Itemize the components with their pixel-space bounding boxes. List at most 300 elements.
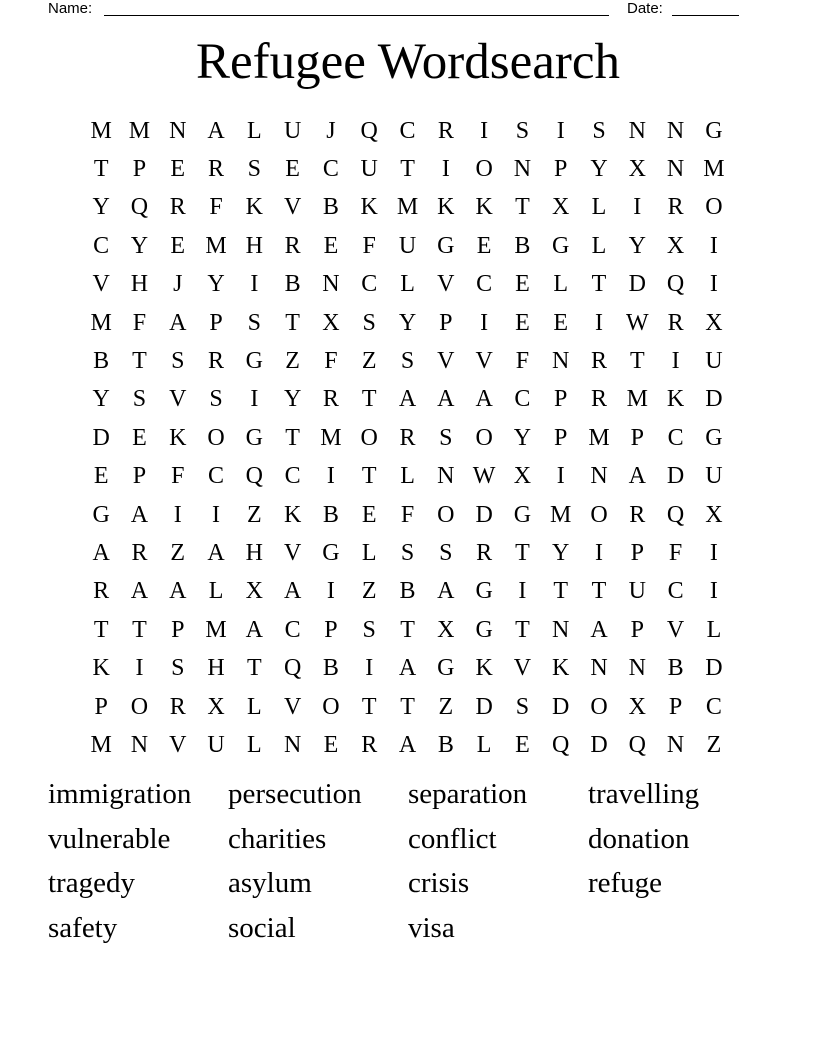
grid-letter: M xyxy=(588,424,610,451)
grid-letter: B xyxy=(322,655,339,682)
grid-letter: I xyxy=(518,578,527,605)
grid-letter: E xyxy=(170,232,186,259)
grid-letter: O xyxy=(705,194,723,221)
grid-letter: U xyxy=(705,463,723,490)
grid-letter: Y xyxy=(513,424,532,451)
grid-letter: T xyxy=(247,655,262,682)
grid-letter: I xyxy=(326,463,335,490)
word-list-item: tragedy xyxy=(48,867,135,900)
grid-letter: N xyxy=(666,731,685,758)
grid-letter: D xyxy=(552,693,570,720)
word-list-item: donation xyxy=(588,822,690,855)
grid-letter: P xyxy=(630,539,644,566)
grid-letter: A xyxy=(207,539,225,566)
grid-letter: R xyxy=(93,578,110,605)
grid-letter: H xyxy=(245,232,263,259)
grid-letter: C xyxy=(208,463,225,490)
grid-letter: B xyxy=(667,655,684,682)
grid-letter: A xyxy=(475,386,493,413)
grid-letter: K xyxy=(169,424,187,451)
grid-letter: E xyxy=(361,501,377,528)
grid-letter: Q xyxy=(552,731,570,758)
grid-letter: U xyxy=(705,348,723,375)
grid-letter: U xyxy=(283,117,302,144)
grid-letter: F xyxy=(209,194,223,221)
word-list-item: charities xyxy=(228,822,327,855)
grid-letter: X xyxy=(628,156,646,183)
grid-letter: T xyxy=(93,156,109,183)
grid-letter: A xyxy=(169,578,187,605)
grid-letter: O xyxy=(360,424,378,451)
grid-letter: L xyxy=(247,731,262,758)
grid-letter: I xyxy=(135,655,144,682)
grid-letter: I xyxy=(480,117,489,144)
grid-letter: L xyxy=(553,271,569,298)
grid-letter: E xyxy=(553,309,569,336)
grid-letter: A xyxy=(628,463,646,490)
word-list-item: social xyxy=(228,912,296,945)
letter-grid xyxy=(82,112,733,765)
word-list-item: refuge xyxy=(588,867,663,900)
grid-letter: I xyxy=(365,655,374,682)
grid-letter: H xyxy=(245,539,263,566)
grid-letter: Q xyxy=(130,194,149,221)
word-list-item: persecution xyxy=(228,778,362,810)
grid-letter: P xyxy=(324,616,338,643)
grid-letter: C xyxy=(667,424,684,451)
grid-letter: A xyxy=(207,117,225,144)
grid-letter: O xyxy=(475,424,493,451)
word-list-item: crisis xyxy=(408,867,470,900)
word-list-item: travelling xyxy=(588,778,700,810)
grid-letter: S xyxy=(362,309,376,336)
grid-letter: Z xyxy=(247,501,262,528)
word-list-item: vulnerable xyxy=(48,822,171,855)
grid-letter: B xyxy=(399,578,416,605)
grid-letter: G xyxy=(705,424,723,451)
grid-letter: Y xyxy=(628,232,646,259)
grid-letter: X xyxy=(207,693,225,720)
grid-letter: T xyxy=(515,194,530,221)
grid-letter: M xyxy=(90,731,112,758)
grid-letter: I xyxy=(250,386,259,413)
grid-letter: R xyxy=(667,309,684,336)
grid-letter: S xyxy=(362,616,376,643)
grid-letter: W xyxy=(472,463,496,490)
grid-letter: M xyxy=(90,309,112,336)
grid-letter: E xyxy=(170,156,186,183)
grid-letter: O xyxy=(590,501,608,528)
grid-letter: R xyxy=(169,693,186,720)
grid-letter: R xyxy=(322,386,339,413)
grid-letter: N xyxy=(590,655,608,682)
grid-letter: V xyxy=(437,271,455,298)
grid-letter: N xyxy=(130,731,149,758)
grid-letter: R xyxy=(169,194,186,221)
grid-letter: P xyxy=(439,309,453,336)
grid-letter: Q xyxy=(666,271,685,298)
grid-letter: V xyxy=(169,386,187,413)
grid-letter: G xyxy=(437,655,455,682)
grid-letter: T xyxy=(132,616,147,643)
date-blank-line xyxy=(672,15,739,16)
grid-letter: G xyxy=(322,539,340,566)
grid-letter: A xyxy=(245,616,263,643)
grid-letter: S xyxy=(209,386,223,413)
grid-letter: T xyxy=(591,271,607,298)
grid-letter: R xyxy=(399,424,416,451)
grid-letter: C xyxy=(284,463,301,490)
grid-letter: E xyxy=(93,463,109,490)
grid-letter: X xyxy=(322,309,340,336)
grid-letter: S xyxy=(171,655,185,682)
grid-letter: I xyxy=(709,539,718,566)
grid-letter: B xyxy=(322,194,339,221)
grid-letter: K xyxy=(92,655,110,682)
grid-letter: D xyxy=(475,501,493,528)
word-list-item: conflict xyxy=(408,822,497,855)
header xyxy=(48,0,748,20)
grid-letter: V xyxy=(169,731,187,758)
grid-letter: N xyxy=(322,271,340,298)
grid-letter: J xyxy=(173,271,183,298)
grid-letter: A xyxy=(92,539,110,566)
grid-letter: S xyxy=(400,348,415,375)
grid-letter: V xyxy=(666,616,685,643)
word-list xyxy=(48,778,768,957)
grid-letter: F xyxy=(515,348,530,375)
grid-letter: D xyxy=(628,271,646,298)
grid-letter: G xyxy=(552,232,570,259)
grid-letter: D xyxy=(590,731,608,758)
grid-letter: I xyxy=(326,578,335,605)
grid-letter: B xyxy=(437,731,454,758)
name-blank-line xyxy=(104,15,609,16)
grid-letter: Y xyxy=(92,194,110,221)
grid-letter: S xyxy=(592,117,606,144)
grid-letter: P xyxy=(630,616,644,643)
grid-letter: G xyxy=(705,117,723,144)
grid-letter: G xyxy=(513,501,532,528)
grid-letter: T xyxy=(285,424,300,451)
grid-letter: D xyxy=(666,463,685,490)
grid-letter: K xyxy=(245,194,263,221)
grid-letter: O xyxy=(475,156,493,183)
grid-letter: I xyxy=(671,348,680,375)
grid-letter: C xyxy=(322,156,339,183)
grid-letter: D xyxy=(475,693,493,720)
grid-letter: G xyxy=(437,232,455,259)
date-label: Date: xyxy=(627,0,663,17)
grid-letter: F xyxy=(400,501,415,528)
grid-letter: G xyxy=(475,616,493,643)
grid-letter: X xyxy=(705,309,723,336)
grid-letter: B xyxy=(514,232,531,259)
grid-letter: P xyxy=(554,386,568,413)
grid-letter: L xyxy=(591,232,607,259)
grid-letter: R xyxy=(131,539,148,566)
grid-letter: U xyxy=(398,232,417,259)
grid-letter: N xyxy=(628,655,646,682)
grid-letter: F xyxy=(324,348,338,375)
grid-letter: R xyxy=(208,348,225,375)
grid-letter: M xyxy=(205,616,227,643)
grid-letter: Y xyxy=(590,156,608,183)
grid-letter: H xyxy=(207,655,225,682)
grid-letter: P xyxy=(94,693,108,720)
grid-letter: F xyxy=(668,539,683,566)
grid-letter: C xyxy=(284,616,301,643)
grid-letter: Y xyxy=(552,539,570,566)
grid-letter: U xyxy=(207,731,225,758)
grid-letter: Z xyxy=(438,693,454,720)
grid-letter: E xyxy=(515,309,530,336)
grid-letter: M xyxy=(128,117,151,144)
grid-letter: C xyxy=(93,232,110,259)
grid-letter: N xyxy=(666,156,685,183)
grid-letter: Z xyxy=(285,348,300,375)
grid-letter: N xyxy=(552,348,570,375)
grid-letter: E xyxy=(132,424,147,451)
grid-letter: S xyxy=(439,539,453,566)
grid-letter: K xyxy=(360,194,378,221)
grid-letter: F xyxy=(132,309,147,336)
grid-letter: G xyxy=(92,501,110,528)
grid-letter: N xyxy=(283,731,302,758)
grid-letter: L xyxy=(591,194,607,221)
grid-letter: B xyxy=(284,271,301,298)
grid-letter: G xyxy=(245,424,263,451)
grid-letter: Q xyxy=(666,501,685,528)
word-list-item: asylum xyxy=(228,867,312,900)
grid-letter: S xyxy=(247,309,262,336)
grid-letter: A xyxy=(398,655,417,682)
grid-letter: T xyxy=(629,348,645,375)
grid-letter: R xyxy=(208,156,225,183)
grid-letter: F xyxy=(171,463,185,490)
grid-letter: C xyxy=(705,693,722,720)
grid-letter: I xyxy=(595,539,603,566)
grid-letter: M xyxy=(90,117,112,144)
grid-letter: Z xyxy=(361,348,377,375)
grid-letter: K xyxy=(666,386,685,413)
grid-letter: Y xyxy=(92,386,110,413)
grid-letter: T xyxy=(515,539,530,566)
grid-letter: D xyxy=(92,424,110,451)
grid-letter: R xyxy=(361,731,378,758)
grid-letter: M xyxy=(320,424,342,451)
word-list-item: visa xyxy=(408,912,455,945)
grid-letter: Y xyxy=(398,309,417,336)
grid-letter: O xyxy=(322,693,340,720)
grid-letter: V xyxy=(475,348,493,375)
grid-letter: C xyxy=(399,117,416,144)
grid-letter: N xyxy=(513,156,532,183)
grid-letter: R xyxy=(667,194,684,221)
grid-letter: A xyxy=(398,731,417,758)
grid-letter: A xyxy=(283,578,302,605)
grid-letter: Y xyxy=(207,271,225,298)
grid-letter: L xyxy=(247,693,262,720)
grid-letter: X xyxy=(628,693,646,720)
grid-letter: T xyxy=(132,348,147,375)
grid-letter: M xyxy=(703,156,725,183)
grid-letter: O xyxy=(130,693,149,720)
grid-letter: S xyxy=(515,693,530,720)
grid-letter: G xyxy=(245,348,263,375)
grid-letter: K xyxy=(283,501,302,528)
grid-letter: T xyxy=(400,156,415,183)
grid-letter: S xyxy=(400,539,415,566)
grid-letter: J xyxy=(326,117,336,144)
grid-letter: S xyxy=(247,156,262,183)
grid-letter: N xyxy=(437,463,455,490)
grid-letter: L xyxy=(208,578,224,605)
grid-letter: I xyxy=(556,463,565,490)
grid-letter: P xyxy=(132,156,147,183)
grid-letter: R xyxy=(476,539,493,566)
grid-letter: I xyxy=(633,194,642,221)
grid-letter: T xyxy=(400,616,415,643)
grid-letter: A xyxy=(437,386,455,413)
grid-letter: L xyxy=(361,539,377,566)
grid-letter: Y xyxy=(283,386,302,413)
grid-letter: O xyxy=(207,424,225,451)
grid-letter: Q xyxy=(283,655,302,682)
grid-letter: P xyxy=(554,156,568,183)
grid-letter: A xyxy=(398,386,417,413)
grid-letter: L xyxy=(476,731,492,758)
grid-letter: X xyxy=(245,578,263,605)
grid-letter: K xyxy=(552,655,570,682)
grid-letter: L xyxy=(706,616,722,643)
word-list-item: safety xyxy=(48,912,118,945)
grid-letter: I xyxy=(480,309,489,336)
grid-letter: I xyxy=(250,271,259,298)
grid-letter: N xyxy=(552,616,570,643)
grid-letter: X xyxy=(437,616,455,643)
grid-letter: U xyxy=(628,578,646,605)
grid-letter: R xyxy=(591,386,608,413)
grid-letter: N xyxy=(590,463,608,490)
grid-letter: C xyxy=(361,271,378,298)
grid-letter: V xyxy=(283,693,302,720)
grid-letter: Z xyxy=(170,539,186,566)
grid-letter: P xyxy=(554,424,568,451)
grid-letter: E xyxy=(476,232,492,259)
grid-letter: D xyxy=(705,655,723,682)
grid-letter: S xyxy=(515,117,530,144)
grid-letter: P xyxy=(132,463,147,490)
grid-letter: R xyxy=(591,348,608,375)
grid-letter: S xyxy=(439,424,453,451)
word-list-item: immigration xyxy=(48,778,192,810)
grid-letter: Q xyxy=(245,463,263,490)
page-title: Refugee Wordsearch xyxy=(195,34,620,90)
grid-letter: S xyxy=(171,348,185,375)
grid-letter: T xyxy=(591,578,607,605)
grid-letter: E xyxy=(323,232,339,259)
grid-letter: V xyxy=(437,348,455,375)
grid-letter: W xyxy=(625,309,649,336)
grid-letter: R xyxy=(629,501,646,528)
grid-letter: O xyxy=(437,501,455,528)
grid-letter: C xyxy=(476,271,493,298)
grid-letter: K xyxy=(475,194,493,221)
grid-letter: I xyxy=(709,271,718,298)
grid-letter: R xyxy=(437,117,454,144)
grid-letter: E xyxy=(323,731,339,758)
grid-letter: O xyxy=(590,693,608,720)
grid-letter: F xyxy=(362,232,376,259)
grid-letter: E xyxy=(515,271,530,298)
grid-letter: H xyxy=(130,271,149,298)
grid-letter: X xyxy=(513,463,532,490)
grid-letter: V xyxy=(283,194,302,221)
grid-letter: V xyxy=(92,271,110,298)
grid-letter: T xyxy=(361,386,377,413)
grid-letter: L xyxy=(247,117,262,144)
grid-letter: E xyxy=(285,156,300,183)
grid-letter: Y xyxy=(130,232,149,259)
grid-letter: C xyxy=(667,578,684,605)
grid-letter: M xyxy=(205,232,227,259)
grid-letter: I xyxy=(556,117,565,144)
grid-letter: N xyxy=(628,117,646,144)
grid-letter: T xyxy=(285,309,300,336)
grid-letter: I xyxy=(709,232,718,259)
grid-letter: G xyxy=(475,578,493,605)
grid-letter: T xyxy=(400,693,415,720)
grid-letter: L xyxy=(400,271,415,298)
grid-letter: P xyxy=(209,309,223,336)
grid-letter: I xyxy=(212,501,221,528)
grid-letter: P xyxy=(171,616,185,643)
grid-letter: N xyxy=(169,117,187,144)
grid-letter: Z xyxy=(706,731,722,758)
grid-letter: T xyxy=(361,463,377,490)
grid-letter: T xyxy=(93,616,109,643)
grid-letter: A xyxy=(437,578,455,605)
grid-letter: X xyxy=(552,194,570,221)
name-label: Name: xyxy=(48,0,93,17)
grid-letter: X xyxy=(705,501,723,528)
grid-letter: L xyxy=(400,463,415,490)
grid-letter: M xyxy=(396,194,419,221)
grid-letter: N xyxy=(666,117,685,144)
grid-letter: B xyxy=(93,348,110,375)
grid-letter: P xyxy=(630,424,644,451)
grid-letter: D xyxy=(705,386,723,413)
grid-letter: A xyxy=(130,578,149,605)
grid-letter: I xyxy=(709,578,718,605)
grid-letter: P xyxy=(668,693,683,720)
grid-letter: T xyxy=(553,578,569,605)
grid-letter: V xyxy=(283,539,302,566)
grid-letter: I xyxy=(173,501,182,528)
grid-letter: X xyxy=(666,232,685,259)
grid-letter: I xyxy=(595,309,603,336)
grid-letter: B xyxy=(322,501,339,528)
grid-letter: R xyxy=(284,232,301,259)
grid-letter: Q xyxy=(360,117,378,144)
grid-letter: K xyxy=(475,655,493,682)
grid-letter: C xyxy=(514,386,531,413)
grid-letter: U xyxy=(360,156,378,183)
grid-letter: S xyxy=(132,386,147,413)
grid-letter: M xyxy=(626,386,648,413)
grid-letter: E xyxy=(515,731,530,758)
